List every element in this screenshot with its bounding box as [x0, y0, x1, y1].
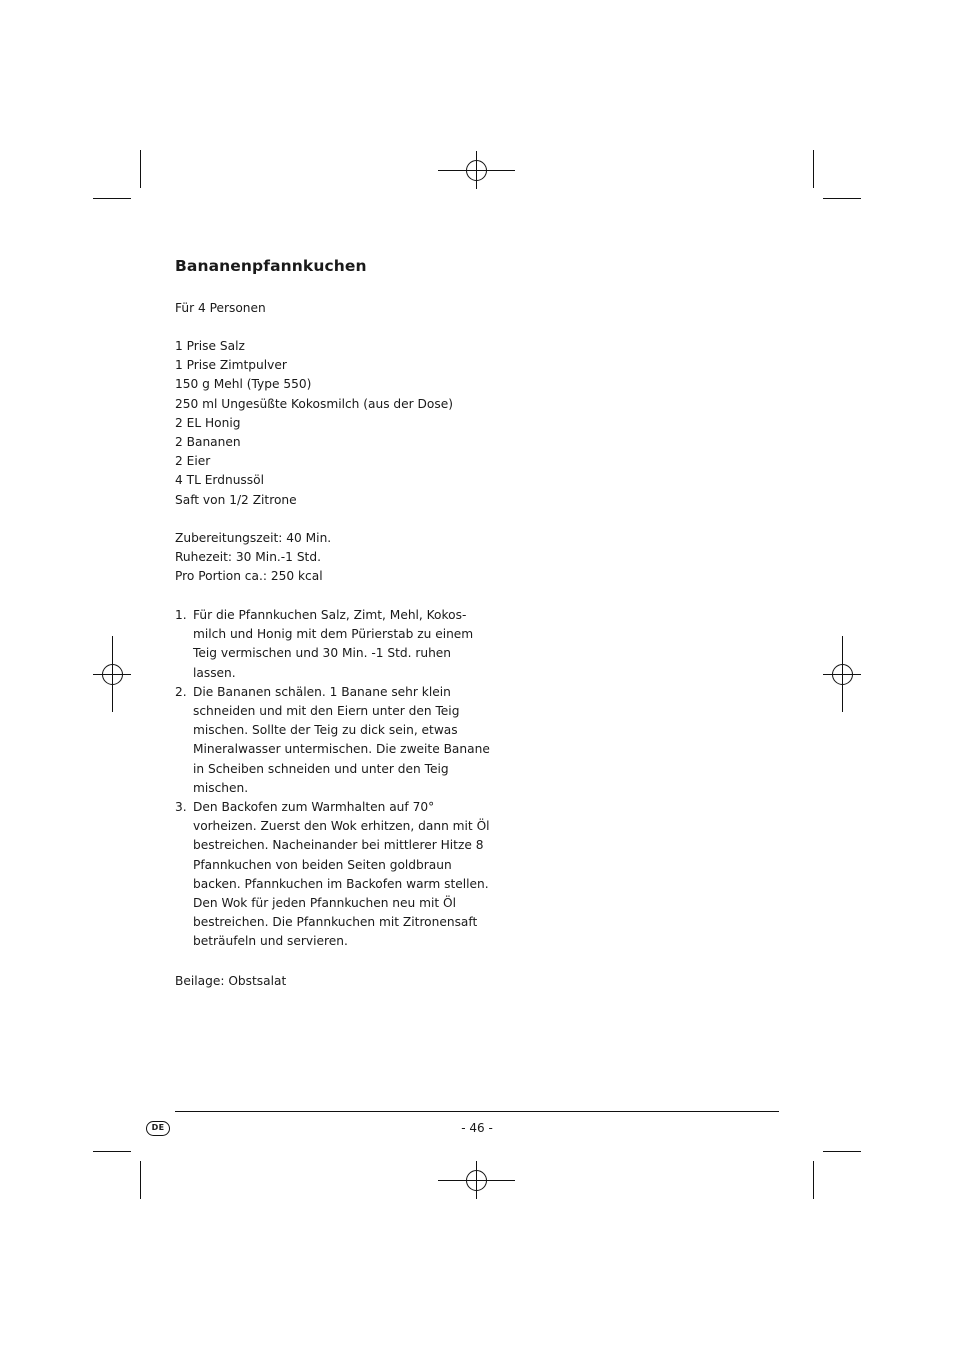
step-text-line: lassen. [193, 665, 236, 680]
ingredient-item: 4 TL Erdnussöl [175, 473, 264, 488]
registration-mark-bottom-circle [466, 1170, 487, 1191]
step-number: 1. [175, 608, 187, 622]
ingredient-item: 250 ml Ungesüßte Kokosmilch (aus der Dose) [175, 396, 453, 411]
step-text-line: mischen. [193, 780, 249, 795]
footer-divider [175, 1111, 779, 1112]
registration-mark-left-circle [102, 664, 123, 685]
ingredient-item: 2 Eier [175, 454, 211, 469]
crop-mark-top-left-horizontal [93, 198, 131, 199]
resting-time: Ruhezeit: 30 Min.-1 Std. [175, 550, 321, 565]
ingredient-list [175, 337, 453, 510]
step-text-line: mischen. Sollte der Teig zu dick sein, etwas [193, 723, 458, 738]
step-text-line: schneiden und mit den Eiern unter den Teig [193, 704, 460, 719]
recipe-step [175, 683, 490, 798]
step-text-line: bestreichen. Nacheinander bei mittlerer Hitze 8 [193, 838, 484, 853]
step-text-line: backen. Pfannkuchen im Backofen warm stellen. [193, 876, 489, 891]
step-text-line: Den Backofen zum Warmhalten auf 70° [193, 800, 435, 815]
crop-mark-top-left-vertical [140, 150, 141, 188]
recipe-steps [175, 606, 490, 952]
servings-line: Für 4 Personen [175, 301, 266, 315]
crop-mark-top-right-horizontal [823, 198, 861, 199]
language-badge: DE [146, 1121, 170, 1136]
crop-mark-bottom-right-horizontal [823, 1151, 861, 1152]
crop-mark-bottom-left-vertical [140, 1161, 141, 1199]
registration-mark-right-circle [832, 664, 853, 685]
ingredient-item: 2 EL Honig [175, 415, 241, 430]
step-text-line: in Scheiben schneiden und unter den Teig [193, 761, 449, 776]
crop-mark-bottom-right-vertical [813, 1161, 814, 1199]
step-text-line: Den Wok für jeden Pfannkuchen neu mit Öl [193, 896, 457, 911]
registration-mark-top-circle [466, 160, 487, 181]
recipe-servings [175, 299, 266, 318]
recipe-title: Bananenpfannkuchen [175, 257, 367, 275]
recipe-step [175, 606, 475, 683]
ingredient-item: 2 Bananen [175, 434, 241, 449]
step-text-line: Teig vermischen und 30 Min. -1 Std. ruhen [193, 646, 452, 661]
ingredient-item: 1 Prise Salz [175, 339, 245, 353]
recipe-times [175, 529, 331, 587]
step-text-line: Pfannkuchen von beiden Seiten goldbraun [193, 857, 452, 872]
recipe-step [175, 798, 490, 952]
side-dish [175, 972, 286, 991]
step-text-line: bestreichen. Die Pfannkuchen mit Zitronensaft [193, 915, 478, 930]
ingredient-item: Saft von 1/2 Zitrone [175, 492, 297, 507]
crop-mark-top-right-vertical [813, 150, 814, 188]
step-text-line: vorheizen. Zuerst den Wok erhitzen, dann mit Öl [193, 819, 490, 834]
step-text-line: Für die Pfannkuchen Salz, Zimt, Mehl, Kokos- [193, 608, 467, 622]
page-number: - 46 - [461, 1121, 493, 1135]
step-number: 2. [175, 684, 187, 699]
step-number: 3. [175, 800, 187, 815]
ingredient-item: 1 Prise Zimtpulver [175, 358, 287, 373]
calories-per-portion: Pro Portion ca.: 250 kcal [175, 569, 323, 584]
ingredient-item: 150 g Mehl (Type 550) [175, 377, 312, 392]
step-text-line: Die Bananen schälen. 1 Banane sehr klein [193, 684, 451, 699]
step-text-line: Mineralwasser untermischen. Die zweite Banane [193, 742, 490, 757]
crop-mark-bottom-left-horizontal [93, 1151, 131, 1152]
step-text-line: milch und Honig mit dem Pürierstab zu einem [193, 627, 474, 642]
side-dish-line: Beilage: Obstsalat [175, 974, 287, 988]
preparation-time: Zubereitungszeit: 40 Min. [175, 531, 332, 545]
step-text-line: beträufeln und servieren. [193, 934, 348, 949]
